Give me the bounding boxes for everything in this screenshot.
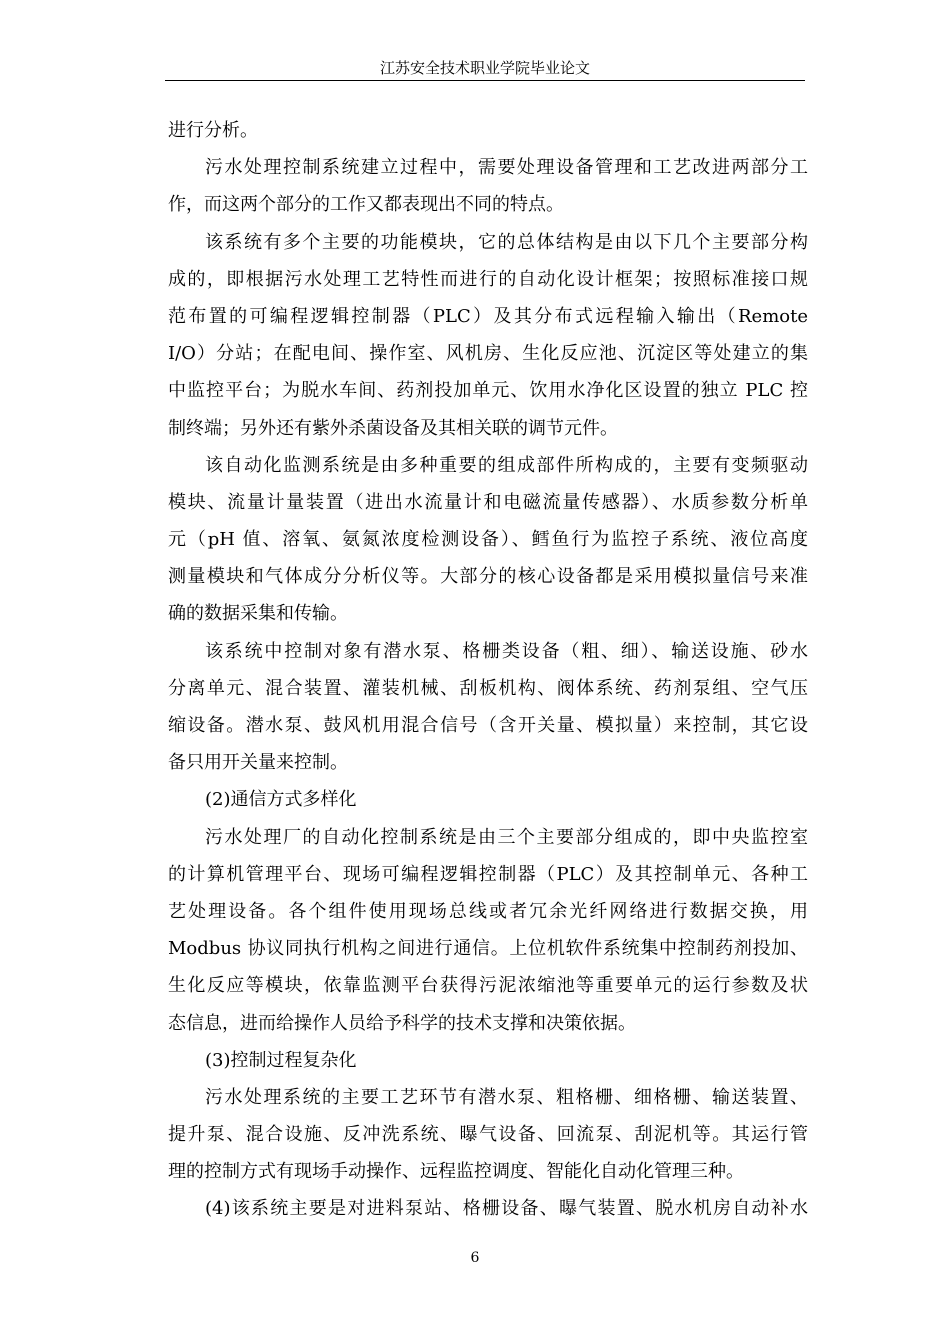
text-line: 备只用开关量来控制。	[168, 752, 348, 774]
page-number: 6	[470, 1250, 480, 1266]
text-line: 态信息，进而给操作人员给予科学的技术支撑和决策依据。	[168, 1012, 636, 1034]
text-line: 模块、流量计量装置（进出水流量计和电磁流量传感器）、水质参数分析单	[168, 491, 808, 513]
text-line: 范布置的可编程逻辑控制器（PLC）及其分布式远程输入输出（Remote	[168, 305, 808, 327]
text-line: 中监控平台；为脱水车间、药剂投加单元、饮用水净化区设置的独立 PLC 控	[168, 380, 808, 402]
text-line: 该系统有多个主要的功能模块，它的总体结构是由以下几个主要部分构	[205, 231, 808, 253]
text-line: 的计算机管理平台、现场可编程逻辑控制器（PLC）及其控制单元、各种工	[168, 863, 808, 885]
text-line: 该系统中控制对象有潜水泵、格栅类设备（粗、细）、输送设施、砂水	[205, 640, 808, 662]
text-line: 理的控制方式有现场手动操作、远程监控调度、智能化自动化管理三种。	[168, 1161, 744, 1183]
text-line: 成的，即根据污水处理工艺特性而进行的自动化设计框架；按照标准接口规	[168, 268, 808, 290]
text-line: 艺处理设备。各个组件使用现场总线或者冗余光纤网络进行数据交换，用	[168, 900, 808, 922]
text-line: 缩设备。潜水泵、鼓风机用混合信号（含开关量、模拟量）来控制，其它设	[168, 715, 808, 736]
text-line: 分离单元、混合装置、灌装机械、刮板机构、阀体系统、药剂泵组、空气压	[168, 677, 808, 699]
text-line: 确的数据采集和传输。	[168, 603, 348, 625]
text-line: 污水处理系统的主要工艺环节有潜水泵、粗格栅、细格栅、输送装置、	[205, 1086, 808, 1108]
text-line: (4)该系统主要是对进料泵站、格栅设备、曝气装置、脱水机房自动补水	[205, 1198, 808, 1220]
text-line: 元（pH 值、溶氧、氨氮浓度检测设备）、鳕鱼行为监控子系统、液位高度	[168, 529, 808, 551]
header-title: 江苏安全技术职业学院毕业论文	[379, 59, 590, 77]
text-line: 测量模块和气体成分分析仪等。大部分的核心设备都是采用模拟量信号来准	[168, 566, 808, 588]
text-line: 污水处理厂的自动化控制系统是由三个主要部分组成的，即中央监控室	[205, 826, 808, 848]
text-line: (3)控制过程复杂化	[205, 1049, 357, 1071]
text-line: 生化反应等模块，依靠监测平台获得污泥浓缩池等重要单元的运行参数及状	[168, 975, 808, 997]
text-line: 作，而这两个部分的工作又都表现出不同的特点。	[168, 194, 564, 216]
text-line: 提升泵、混合设施、反冲洗系统、曝气设备、回流泵、刮泥机等。其运行管	[168, 1124, 808, 1146]
text-line: 制终端；另外还有紫外杀菌设备及其相关联的调节元件。	[168, 417, 618, 439]
body-text	[168, 112, 808, 1228]
text-line: 该自动化监测系统是由多种重要的组成部件所构成的，主要有变频驱动	[205, 454, 808, 476]
text-line: 进行分析。	[168, 120, 258, 141]
text-line: 污水处理控制系统建立过程中，需要处理设备管理和工艺改进两部分工	[205, 157, 808, 179]
text-line: Modbus 协议同执行机构之间进行通信。上位机软件系统集中控制药剂投加、	[168, 938, 808, 960]
text-line: (2)通信方式多样化	[205, 789, 357, 811]
page-header	[165, 58, 805, 81]
text-line: I/O）分站；在配电间、操作室、风机房、生化反应池、沉淀区等处建立的集	[168, 343, 808, 365]
